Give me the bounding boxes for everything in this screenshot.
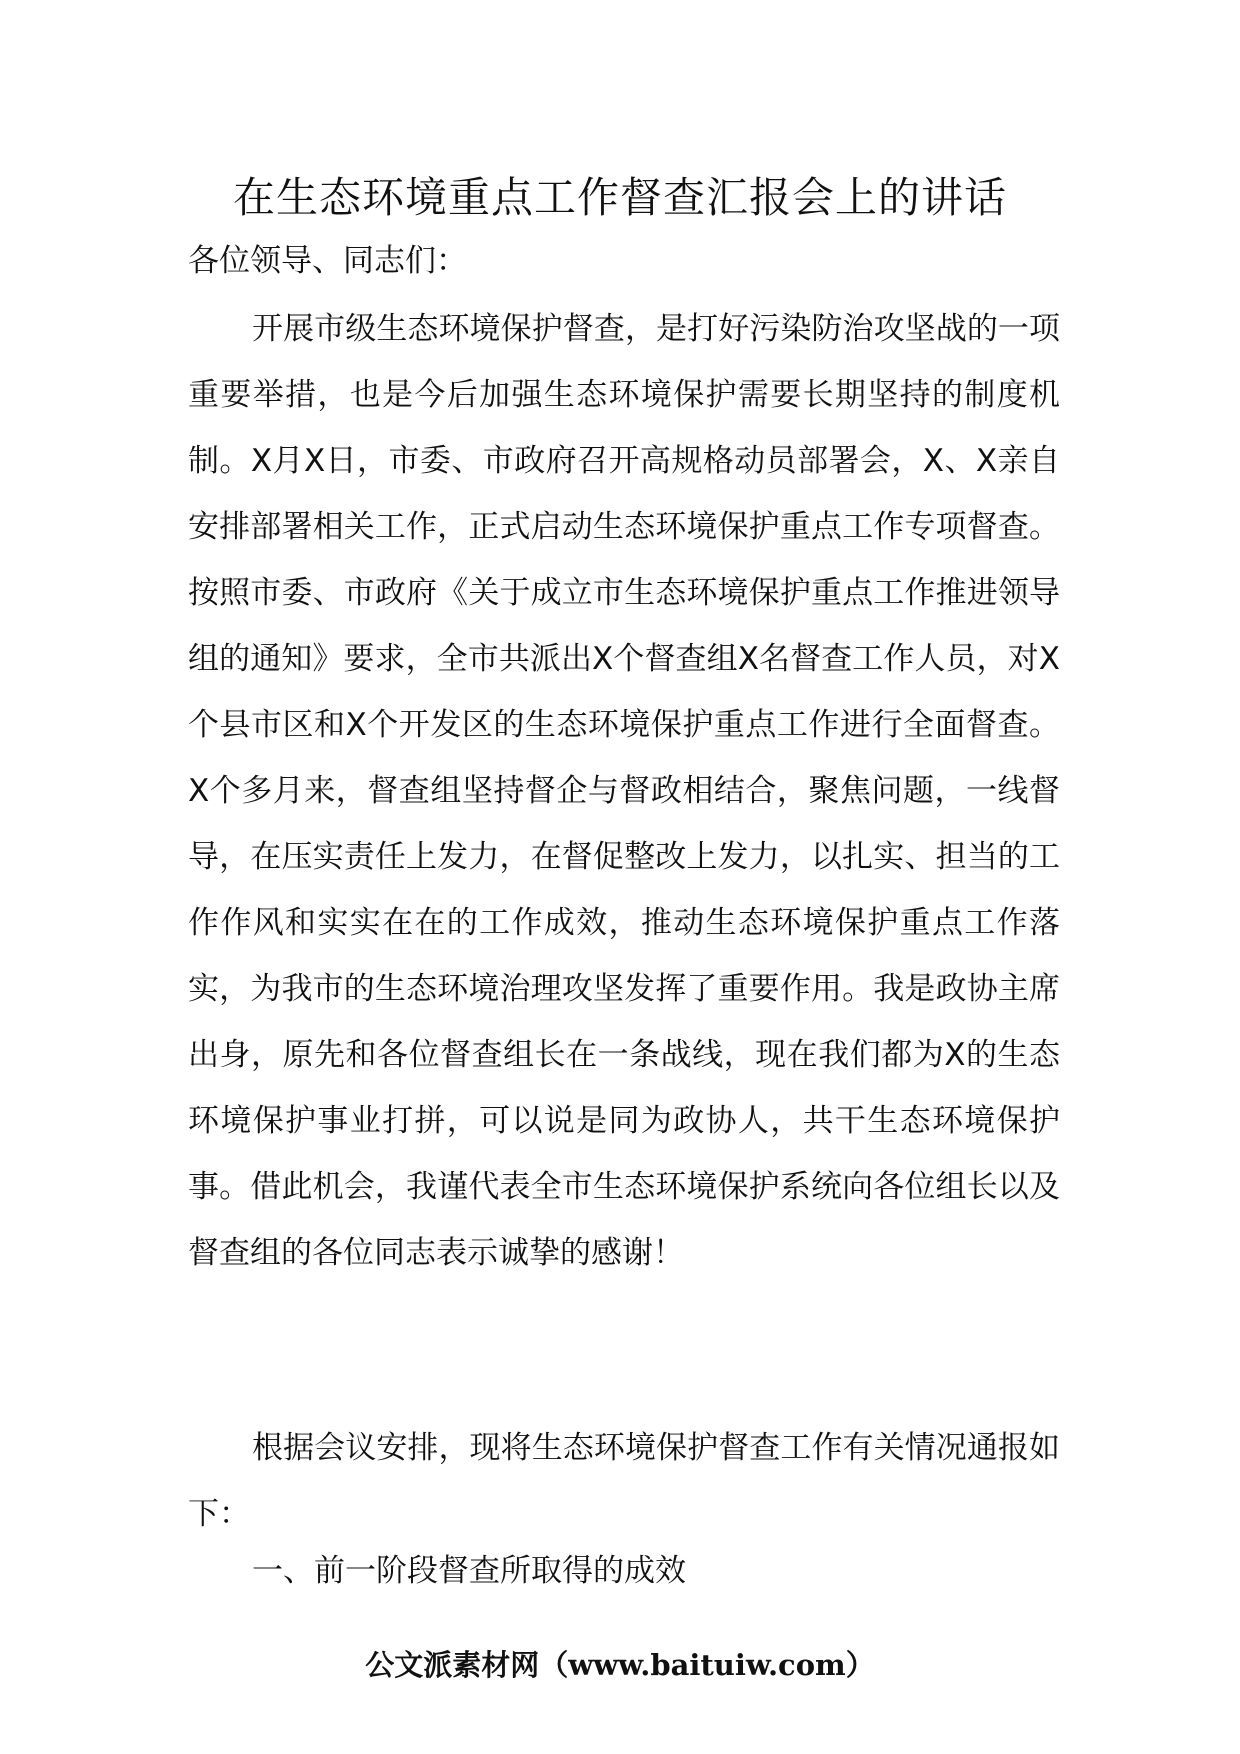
- footer-watermark: 公文派素材网（www.baituiw.com）: [365, 1648, 875, 1682]
- body-paragraph-1: 开展市级生态环境保护督查，是打好污染防治攻坚战的一项重要举措，也是今后加强生态环境保护需要长期坚持的制度机制。X月X日，市委、市政府召开高规格动员部署会，X、X亲自安排部署相关工作，正式启动生态环境保护重点工作专项督查。按照市委、市政府《关于成立市生态环境保护重点工作推进领导组的通知》要求，全市共派出X个督查组X名督查工作人员，对X个县市区和X个开发区的生态环境保护重点工作进行全面督查。X个多月来，督查组坚持督企与督政相结合，聚焦问题，一线督导，在压实责任上发力，在督促整改上发力，以扎实、担当的工作作风和实实在在的工作成效，推动生态环境保护重点工作落实，为我市的生态环境治理攻坚发挥了重要作用。我是政协主席出身，原先和各位督查组长在一条战线，现在我们都为X的生态环境保护事业打拼，可以说是同为政协人，共干生态环境保护事。借此机会，我谨代表全市生态环境保护系统向各位组长以及督查组的各位同志表示诚挚的感谢！: [188, 311, 1060, 1271]
- body-paragraph-2: 根据会议安排，现将生态环境保护督查工作有关情况通报如下：: [188, 1430, 1060, 1532]
- document-title: 在生态环境重点工作督查汇报会上的讲话: [232, 173, 1007, 222]
- section-heading: 一、前一阶段督查所取得的成效: [252, 1553, 686, 1589]
- salutation: 各位领导、同志们：: [188, 243, 467, 279]
